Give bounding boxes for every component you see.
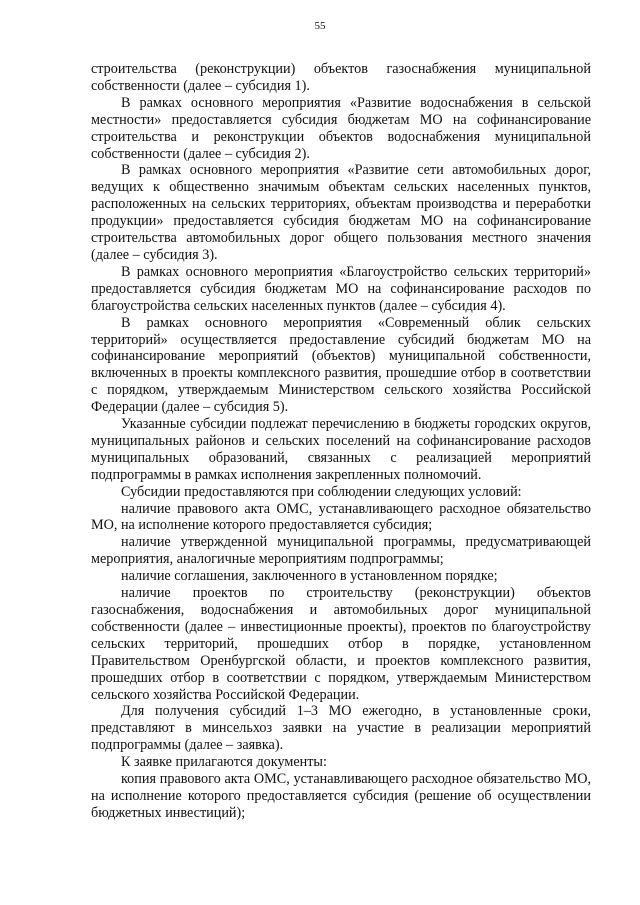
- document-legal-act-copy: копия правового акта ОМС, устанавливающего расходное обязательство МО, на исполнение которого предоставляется субсидия (решение об осуществлении бюджетных инвестиций);: [91, 771, 591, 821]
- paragraph-subsidy-3: В рамках основного мероприятия «Развитие сети автомобильных дорог, ведущих к общественно значимым объектам сельских населенных пунктов, расположенных на сельских территориях, объектам производства и переработки продукции» предоставляется субсидия бюджетам МО на софинансирование строительства автомобильных дорог общего пользования местного значения (далее – субсидия 3).: [91, 162, 591, 263]
- paragraph-transfer: Указанные субсидии подлежат перечислению в бюджеты городских округов, муниципальных районов и сельских поселений на софинансирование расходов муниципальных образований, связанных с реализацией мероприятий подпрограммы в рамках исполнения закрепленных полномочий.: [91, 416, 591, 483]
- paragraph-conditions-intro: Субсидии предоставляются при соблюдении следующих условий:: [121, 483, 522, 500]
- paragraph-subsidy-4: В рамках основного мероприятия «Благоустройство сельских территорий» предоставляется субсидия бюджетам МО на софинансирование расходов по благоустройства сельских населенных пунктов (далее – субсидия 4).: [91, 263, 591, 314]
- paragraph-documents-intro: К заявке прилагаются документы:: [121, 754, 327, 771]
- condition-municipal-program: наличие утвержденной муниципальной программы, предусматривающей мероприятия, аналогичные мероприятиям подпрограммы;: [91, 534, 591, 568]
- page-number: 55: [314, 20, 326, 32]
- condition-projects: наличие проектов по строительству (реконструкции) объектов газоснабжения, водоснабжения и автомобильных дорог муниципальной собственности (далее – инвестиционные проекты), проектов по благоустройству сельских территорий, прошедших отбор в порядке, установленном Правительством Оренбургской области, и проектов комплексного развития, прошедших отбор в соответствии с порядком, утверждаемым Министерством сельского хозяйства Российской Федерации.: [91, 585, 591, 703]
- condition-legal-act: наличие правового акта ОМС, устанавливающего расходное обязательство МО, на исполнение которого предоставляется субсидия;: [91, 500, 591, 534]
- paragraph-subsidy-2: В рамках основного мероприятия «Развитие водоснабжения в сельской местности» предоставляется субсидия бюджетам МО на софинансирование строительства и реконструкции объектов водоснабжения муниципальной собственности (далее – субсидия 2).: [91, 94, 591, 162]
- paragraph-subsidy-5: В рамках основного мероприятия «Современный облик сельских территорий» осуществляется предоставление субсидий бюджетам МО на софинансирование мероприятий (объектов) муниципальной собственности, включенных в проекты комплексного развития, прошедшие отбор в соответствии с порядком, утверждаемым Министерством сельского хозяйства Российской Федерации (далее – субсидия 5).: [91, 314, 591, 416]
- paragraph-subsidy-1-continuation: строительства (реконструкции) объектов газоснабжения муниципальной собственности (далее – субсидия 1).: [91, 61, 591, 94]
- paragraph-application: Для получения субсидий 1–3 МО ежегодно, в установленные сроки, представляют в минсельхоз заявки на участие в реализации мероприятий подпрограммы (далее – заявка).: [91, 703, 591, 754]
- condition-agreement: наличие соглашения, заключенного в установленном порядке;: [121, 568, 498, 585]
- document-body: [91, 61, 591, 822]
